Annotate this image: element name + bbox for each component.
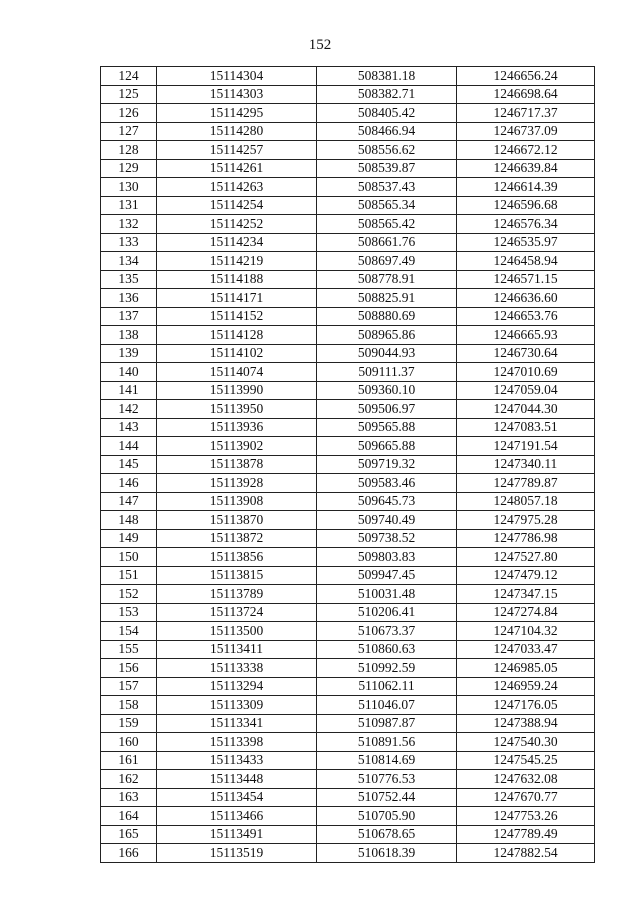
point-number-cell: 162 — [101, 770, 157, 789]
y-coordinate-cell: 1247789.87 — [457, 474, 595, 493]
coordinates-table — [100, 66, 595, 863]
point-number-cell: 151 — [101, 566, 157, 585]
point-id-cell: 15113902 — [157, 437, 317, 456]
y-coordinate-cell: 1247632.08 — [457, 770, 595, 789]
table-row — [101, 492, 595, 511]
point-id-cell: 15113433 — [157, 751, 317, 770]
table-row — [101, 252, 595, 271]
point-number-cell: 138 — [101, 326, 157, 345]
y-coordinate-cell: 1246596.68 — [457, 196, 595, 215]
point-id-cell: 15114261 — [157, 159, 317, 178]
point-number-cell: 153 — [101, 603, 157, 622]
x-coordinate-cell: 508778.91 — [317, 270, 457, 289]
point-id-cell: 15114219 — [157, 252, 317, 271]
x-coordinate-cell: 510891.56 — [317, 733, 457, 752]
point-id-cell: 15113789 — [157, 585, 317, 604]
table-row — [101, 326, 595, 345]
y-coordinate-cell: 1247059.04 — [457, 381, 595, 400]
x-coordinate-cell: 508381.18 — [317, 67, 457, 86]
point-number-cell: 133 — [101, 233, 157, 252]
point-id-cell: 15113724 — [157, 603, 317, 622]
table-row — [101, 511, 595, 530]
y-coordinate-cell: 1247786.98 — [457, 529, 595, 548]
coordinates-table-body — [101, 67, 595, 863]
y-coordinate-cell: 1246717.37 — [457, 104, 595, 123]
x-coordinate-cell: 510206.41 — [317, 603, 457, 622]
x-coordinate-cell: 509947.45 — [317, 566, 457, 585]
table-row — [101, 196, 595, 215]
x-coordinate-cell: 508382.71 — [317, 85, 457, 104]
y-coordinate-cell: 1246576.34 — [457, 215, 595, 234]
point-id-cell: 15114074 — [157, 363, 317, 382]
point-id-cell: 15113309 — [157, 696, 317, 715]
point-number-cell: 128 — [101, 141, 157, 160]
table-row — [101, 714, 595, 733]
table-row — [101, 696, 595, 715]
point-number-cell: 154 — [101, 622, 157, 641]
point-id-cell: 15114188 — [157, 270, 317, 289]
point-number-cell: 140 — [101, 363, 157, 382]
point-number-cell: 152 — [101, 585, 157, 604]
table-row — [101, 141, 595, 160]
x-coordinate-cell: 509740.49 — [317, 511, 457, 530]
y-coordinate-cell: 1246535.97 — [457, 233, 595, 252]
point-id-cell: 15114128 — [157, 326, 317, 345]
x-coordinate-cell: 508965.86 — [317, 326, 457, 345]
x-coordinate-cell: 511046.07 — [317, 696, 457, 715]
table-row — [101, 622, 595, 641]
point-number-cell: 159 — [101, 714, 157, 733]
point-number-cell: 149 — [101, 529, 157, 548]
y-coordinate-cell: 1246985.05 — [457, 659, 595, 678]
table-row — [101, 307, 595, 326]
x-coordinate-cell: 510752.44 — [317, 788, 457, 807]
table-row — [101, 455, 595, 474]
table-row — [101, 640, 595, 659]
x-coordinate-cell: 510860.63 — [317, 640, 457, 659]
table-row — [101, 418, 595, 437]
table-row — [101, 770, 595, 789]
point-number-cell: 129 — [101, 159, 157, 178]
x-coordinate-cell: 508565.34 — [317, 196, 457, 215]
y-coordinate-cell: 1246959.24 — [457, 677, 595, 696]
point-id-cell: 15114234 — [157, 233, 317, 252]
x-coordinate-cell: 509665.88 — [317, 437, 457, 456]
point-number-cell: 125 — [101, 85, 157, 104]
point-id-cell: 15113519 — [157, 844, 317, 863]
point-id-cell: 15113936 — [157, 418, 317, 437]
x-coordinate-cell: 510031.48 — [317, 585, 457, 604]
point-id-cell: 15113294 — [157, 677, 317, 696]
point-id-cell: 15114257 — [157, 141, 317, 160]
point-id-cell: 15114304 — [157, 67, 317, 86]
table-row — [101, 659, 595, 678]
table-row — [101, 844, 595, 863]
y-coordinate-cell: 1246665.93 — [457, 326, 595, 345]
point-id-cell: 15114152 — [157, 307, 317, 326]
point-number-cell: 142 — [101, 400, 157, 419]
point-id-cell: 15113872 — [157, 529, 317, 548]
y-coordinate-cell: 1246672.12 — [457, 141, 595, 160]
table-row — [101, 474, 595, 493]
point-number-cell: 136 — [101, 289, 157, 308]
point-id-cell: 15113454 — [157, 788, 317, 807]
x-coordinate-cell: 511062.11 — [317, 677, 457, 696]
point-number-cell: 132 — [101, 215, 157, 234]
point-number-cell: 164 — [101, 807, 157, 826]
point-number-cell: 155 — [101, 640, 157, 659]
y-coordinate-cell: 1246698.64 — [457, 85, 595, 104]
point-id-cell: 15114171 — [157, 289, 317, 308]
point-number-cell: 163 — [101, 788, 157, 807]
point-number-cell: 166 — [101, 844, 157, 863]
point-id-cell: 15113341 — [157, 714, 317, 733]
y-coordinate-cell: 1247191.54 — [457, 437, 595, 456]
point-id-cell: 15113500 — [157, 622, 317, 641]
y-coordinate-cell: 1246653.76 — [457, 307, 595, 326]
y-coordinate-cell: 1247033.47 — [457, 640, 595, 659]
point-id-cell: 15113990 — [157, 381, 317, 400]
y-coordinate-cell: 1247340.11 — [457, 455, 595, 474]
point-id-cell: 15114252 — [157, 215, 317, 234]
x-coordinate-cell: 509565.88 — [317, 418, 457, 437]
point-number-cell: 145 — [101, 455, 157, 474]
point-id-cell: 15113950 — [157, 400, 317, 419]
table-row — [101, 363, 595, 382]
y-coordinate-cell: 1247176.05 — [457, 696, 595, 715]
table-row — [101, 67, 595, 86]
x-coordinate-cell: 509803.83 — [317, 548, 457, 567]
y-coordinate-cell: 1247083.51 — [457, 418, 595, 437]
y-coordinate-cell: 1247545.25 — [457, 751, 595, 770]
table-row — [101, 104, 595, 123]
point-id-cell: 15113878 — [157, 455, 317, 474]
table-row — [101, 215, 595, 234]
y-coordinate-cell: 1247527.80 — [457, 548, 595, 567]
x-coordinate-cell: 509111.37 — [317, 363, 457, 382]
table-row — [101, 677, 595, 696]
point-number-cell: 146 — [101, 474, 157, 493]
x-coordinate-cell: 508556.62 — [317, 141, 457, 160]
point-id-cell: 15113928 — [157, 474, 317, 493]
x-coordinate-cell: 509506.97 — [317, 400, 457, 419]
x-coordinate-cell: 509719.32 — [317, 455, 457, 474]
point-id-cell: 15113466 — [157, 807, 317, 826]
x-coordinate-cell: 508880.69 — [317, 307, 457, 326]
table-row — [101, 733, 595, 752]
x-coordinate-cell: 508825.91 — [317, 289, 457, 308]
point-id-cell: 15113448 — [157, 770, 317, 789]
y-coordinate-cell: 1247540.30 — [457, 733, 595, 752]
point-id-cell: 15113491 — [157, 825, 317, 844]
point-id-cell: 15113870 — [157, 511, 317, 530]
table-row — [101, 548, 595, 567]
point-number-cell: 141 — [101, 381, 157, 400]
page-number: 152 — [308, 37, 332, 53]
table-row — [101, 85, 595, 104]
x-coordinate-cell: 510992.59 — [317, 659, 457, 678]
point-number-cell: 139 — [101, 344, 157, 363]
x-coordinate-cell: 509360.10 — [317, 381, 457, 400]
y-coordinate-cell: 1247479.12 — [457, 566, 595, 585]
table-row — [101, 400, 595, 419]
y-coordinate-cell: 1247975.28 — [457, 511, 595, 530]
point-id-cell: 15114254 — [157, 196, 317, 215]
table-row — [101, 585, 595, 604]
point-id-cell: 15114295 — [157, 104, 317, 123]
point-number-cell: 124 — [101, 67, 157, 86]
y-coordinate-cell: 1247274.84 — [457, 603, 595, 622]
y-coordinate-cell: 1247753.26 — [457, 807, 595, 826]
table-row — [101, 289, 595, 308]
table-row — [101, 566, 595, 585]
y-coordinate-cell: 1246571.15 — [457, 270, 595, 289]
point-id-cell: 15114303 — [157, 85, 317, 104]
y-coordinate-cell: 1247347.15 — [457, 585, 595, 604]
point-number-cell: 137 — [101, 307, 157, 326]
x-coordinate-cell: 508697.49 — [317, 252, 457, 271]
point-number-cell: 126 — [101, 104, 157, 123]
y-coordinate-cell: 1246737.09 — [457, 122, 595, 141]
y-coordinate-cell: 1247882.54 — [457, 844, 595, 863]
x-coordinate-cell: 510673.37 — [317, 622, 457, 641]
point-number-cell: 143 — [101, 418, 157, 437]
point-number-cell: 134 — [101, 252, 157, 271]
y-coordinate-cell: 1247104.32 — [457, 622, 595, 641]
x-coordinate-cell: 509583.46 — [317, 474, 457, 493]
point-number-cell: 127 — [101, 122, 157, 141]
table-row — [101, 788, 595, 807]
y-coordinate-cell: 1246656.24 — [457, 67, 595, 86]
x-coordinate-cell: 508661.76 — [317, 233, 457, 252]
table-row — [101, 807, 595, 826]
x-coordinate-cell: 508537.43 — [317, 178, 457, 197]
point-id-cell: 15113815 — [157, 566, 317, 585]
x-coordinate-cell: 510678.65 — [317, 825, 457, 844]
x-coordinate-cell: 510987.87 — [317, 714, 457, 733]
table-row — [101, 437, 595, 456]
point-id-cell: 15113908 — [157, 492, 317, 511]
y-coordinate-cell: 1247044.30 — [457, 400, 595, 419]
point-number-cell: 150 — [101, 548, 157, 567]
table-row — [101, 270, 595, 289]
y-coordinate-cell: 1246730.64 — [457, 344, 595, 363]
point-id-cell: 15113856 — [157, 548, 317, 567]
table-row — [101, 751, 595, 770]
point-number-cell: 165 — [101, 825, 157, 844]
table-row — [101, 381, 595, 400]
point-number-cell: 158 — [101, 696, 157, 715]
table-row — [101, 159, 595, 178]
point-number-cell: 157 — [101, 677, 157, 696]
point-number-cell: 131 — [101, 196, 157, 215]
point-number-cell: 130 — [101, 178, 157, 197]
point-id-cell: 15114102 — [157, 344, 317, 363]
table-row — [101, 603, 595, 622]
point-id-cell: 15114263 — [157, 178, 317, 197]
point-id-cell: 15113411 — [157, 640, 317, 659]
table-row — [101, 344, 595, 363]
y-coordinate-cell: 1246458.94 — [457, 252, 595, 271]
point-id-cell: 15113398 — [157, 733, 317, 752]
table-row — [101, 122, 595, 141]
x-coordinate-cell: 510814.69 — [317, 751, 457, 770]
point-number-cell: 147 — [101, 492, 157, 511]
x-coordinate-cell: 508539.87 — [317, 159, 457, 178]
x-coordinate-cell: 509645.73 — [317, 492, 457, 511]
point-number-cell: 156 — [101, 659, 157, 678]
table-row — [101, 529, 595, 548]
table-row — [101, 233, 595, 252]
y-coordinate-cell: 1246639.84 — [457, 159, 595, 178]
y-coordinate-cell: 1246636.60 — [457, 289, 595, 308]
point-number-cell: 144 — [101, 437, 157, 456]
x-coordinate-cell: 510705.90 — [317, 807, 457, 826]
x-coordinate-cell: 509044.93 — [317, 344, 457, 363]
y-coordinate-cell: 1247789.49 — [457, 825, 595, 844]
table-row — [101, 178, 595, 197]
point-id-cell: 15114280 — [157, 122, 317, 141]
x-coordinate-cell: 508466.94 — [317, 122, 457, 141]
point-number-cell: 160 — [101, 733, 157, 752]
point-id-cell: 15113338 — [157, 659, 317, 678]
x-coordinate-cell: 510776.53 — [317, 770, 457, 789]
x-coordinate-cell: 510618.39 — [317, 844, 457, 863]
y-coordinate-cell: 1246614.39 — [457, 178, 595, 197]
y-coordinate-cell: 1248057.18 — [457, 492, 595, 511]
x-coordinate-cell: 508405.42 — [317, 104, 457, 123]
point-number-cell: 135 — [101, 270, 157, 289]
point-number-cell: 161 — [101, 751, 157, 770]
y-coordinate-cell: 1247670.77 — [457, 788, 595, 807]
x-coordinate-cell: 508565.42 — [317, 215, 457, 234]
point-number-cell: 148 — [101, 511, 157, 530]
y-coordinate-cell: 1247010.69 — [457, 363, 595, 382]
y-coordinate-cell: 1247388.94 — [457, 714, 595, 733]
table-row — [101, 825, 595, 844]
x-coordinate-cell: 509738.52 — [317, 529, 457, 548]
